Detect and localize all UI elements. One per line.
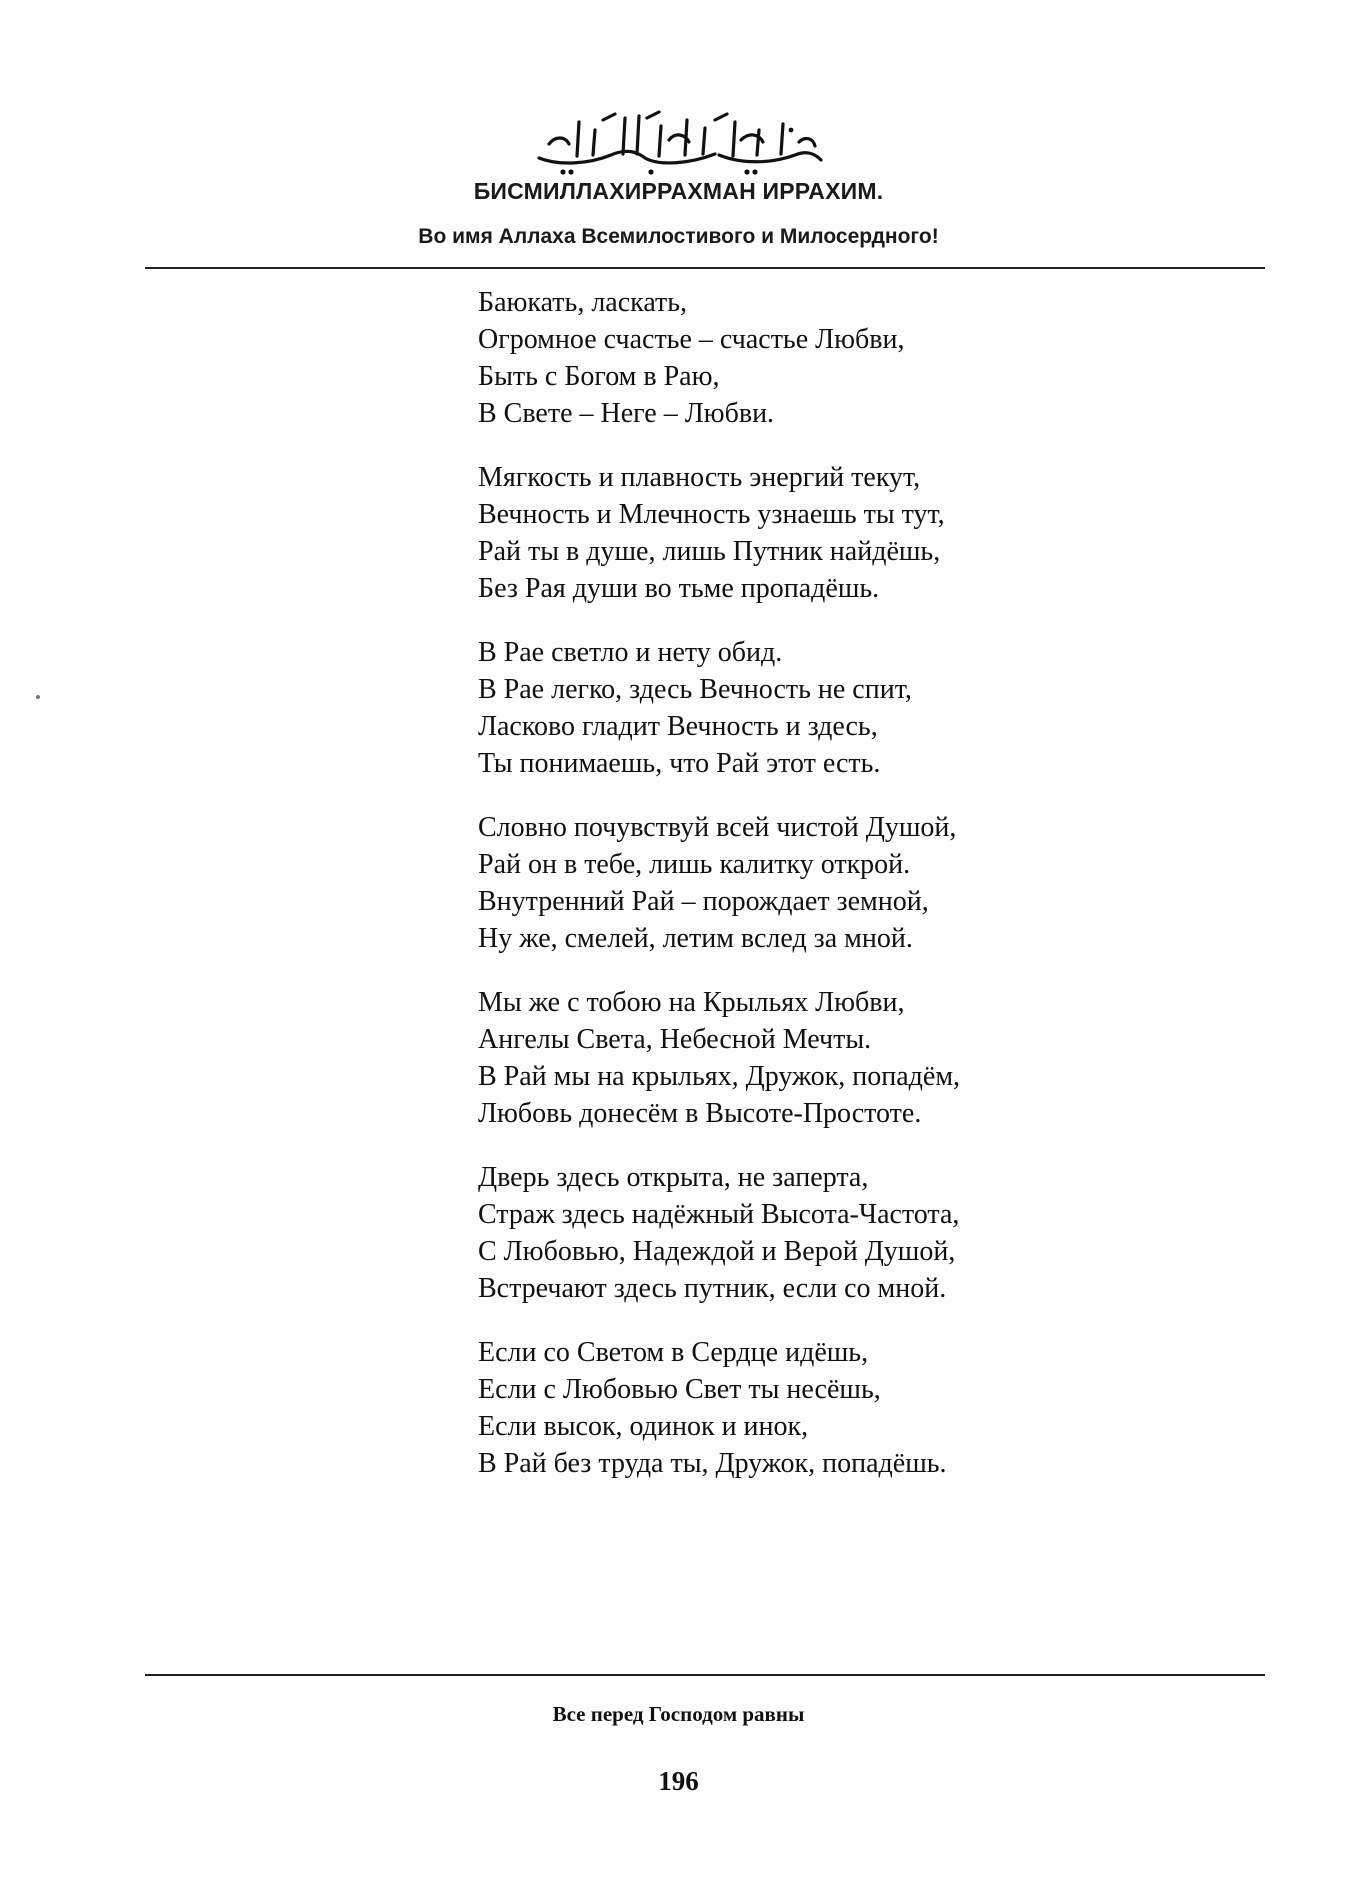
poem-line: В Рай мы на крыльях, Дружок, попадём, [478,1061,961,1092]
poem-line: Без Рая души во тьме пропадёшь. [478,573,880,604]
poem-line: Мы же с тобою на Крыльях Любви, [478,987,905,1018]
top-divider [145,267,1265,269]
poem-line: Внутренний Рай – порождает земной, [478,886,929,917]
poem-line: Любовь донесём в Высоте-Простоте. [478,1098,922,1129]
scan-speck [36,695,40,699]
poem-line: В Рае светло и нету обид. [478,637,783,668]
footer-title: Все перед Господом равны [552,1702,805,1726]
poem-line: Если высок, одинок и инок, [478,1411,809,1442]
poem-body [478,284,1238,1509]
poem-line: Ну же, смелей, летим вслед за мной. [478,923,913,954]
poem-line: Быть с Богом в Раю, [478,361,720,392]
stanza [478,809,1238,957]
bottom-divider [145,1674,1265,1676]
stanza [478,284,1238,432]
poem-line: Страж здесь надёжный Высота-Частота, [478,1199,960,1230]
poem-line: Огромное счастье – счастье Любви, [478,324,905,355]
poem-line: Если с Любовью Свет ты несёшь, [478,1374,881,1405]
poem-line: Ты понимаешь, что Рай этот есть. [478,748,881,779]
poem-line: В Рай без труда ты, Дружок, попадёшь. [478,1448,947,1479]
poem-line: В Свете – Неге – Любви. [478,398,775,429]
stanza [478,1159,1238,1307]
poem-line: Ласково гладит Вечность и здесь, [478,711,878,742]
header-subtitle: Во имя Аллаха Всемилостивого и Милосердного! [418,225,939,248]
page-number: 196 [658,1766,699,1796]
poem-line: Дверь здесь открыта, не заперта, [478,1162,869,1193]
poem-line: Рай ты в душе, лишь Путник найдёшь, [478,536,941,567]
basmala-calligraphy-icon [0,100,1357,185]
poem-line: Если со Светом в Сердце идёшь, [478,1337,869,1368]
poem-line: Ангелы Света, Небесной Мечты. [478,1024,872,1055]
poem-line: Баюкать, ласкать, [478,287,688,318]
poem-line: Вечность и Млечность узнаешь ты тут, [478,499,945,530]
poem-line: Рай он в тебе, лишь калитку открой. [478,849,911,880]
poem-line: С Любовью, Надеждой и Верой Душой, [478,1236,956,1267]
basmala-calligraphy-svg [519,100,839,185]
poem-line: В Рае легко, здесь Вечность не спит, [478,674,912,705]
poem-line: Встречают здесь путник, если со мной. [478,1273,947,1304]
poem-line: Словно почувствуй всей чистой Душой, [478,812,957,843]
header-title: БИСМИЛЛАХИРРАХМАН ИРРАХИМ. [473,178,884,204]
stanza [478,459,1238,607]
stanza [478,1334,1238,1482]
poem-line: Мягкость и плавность энергий текут, [478,462,921,493]
stanza [478,984,1238,1132]
stanza [478,634,1238,782]
